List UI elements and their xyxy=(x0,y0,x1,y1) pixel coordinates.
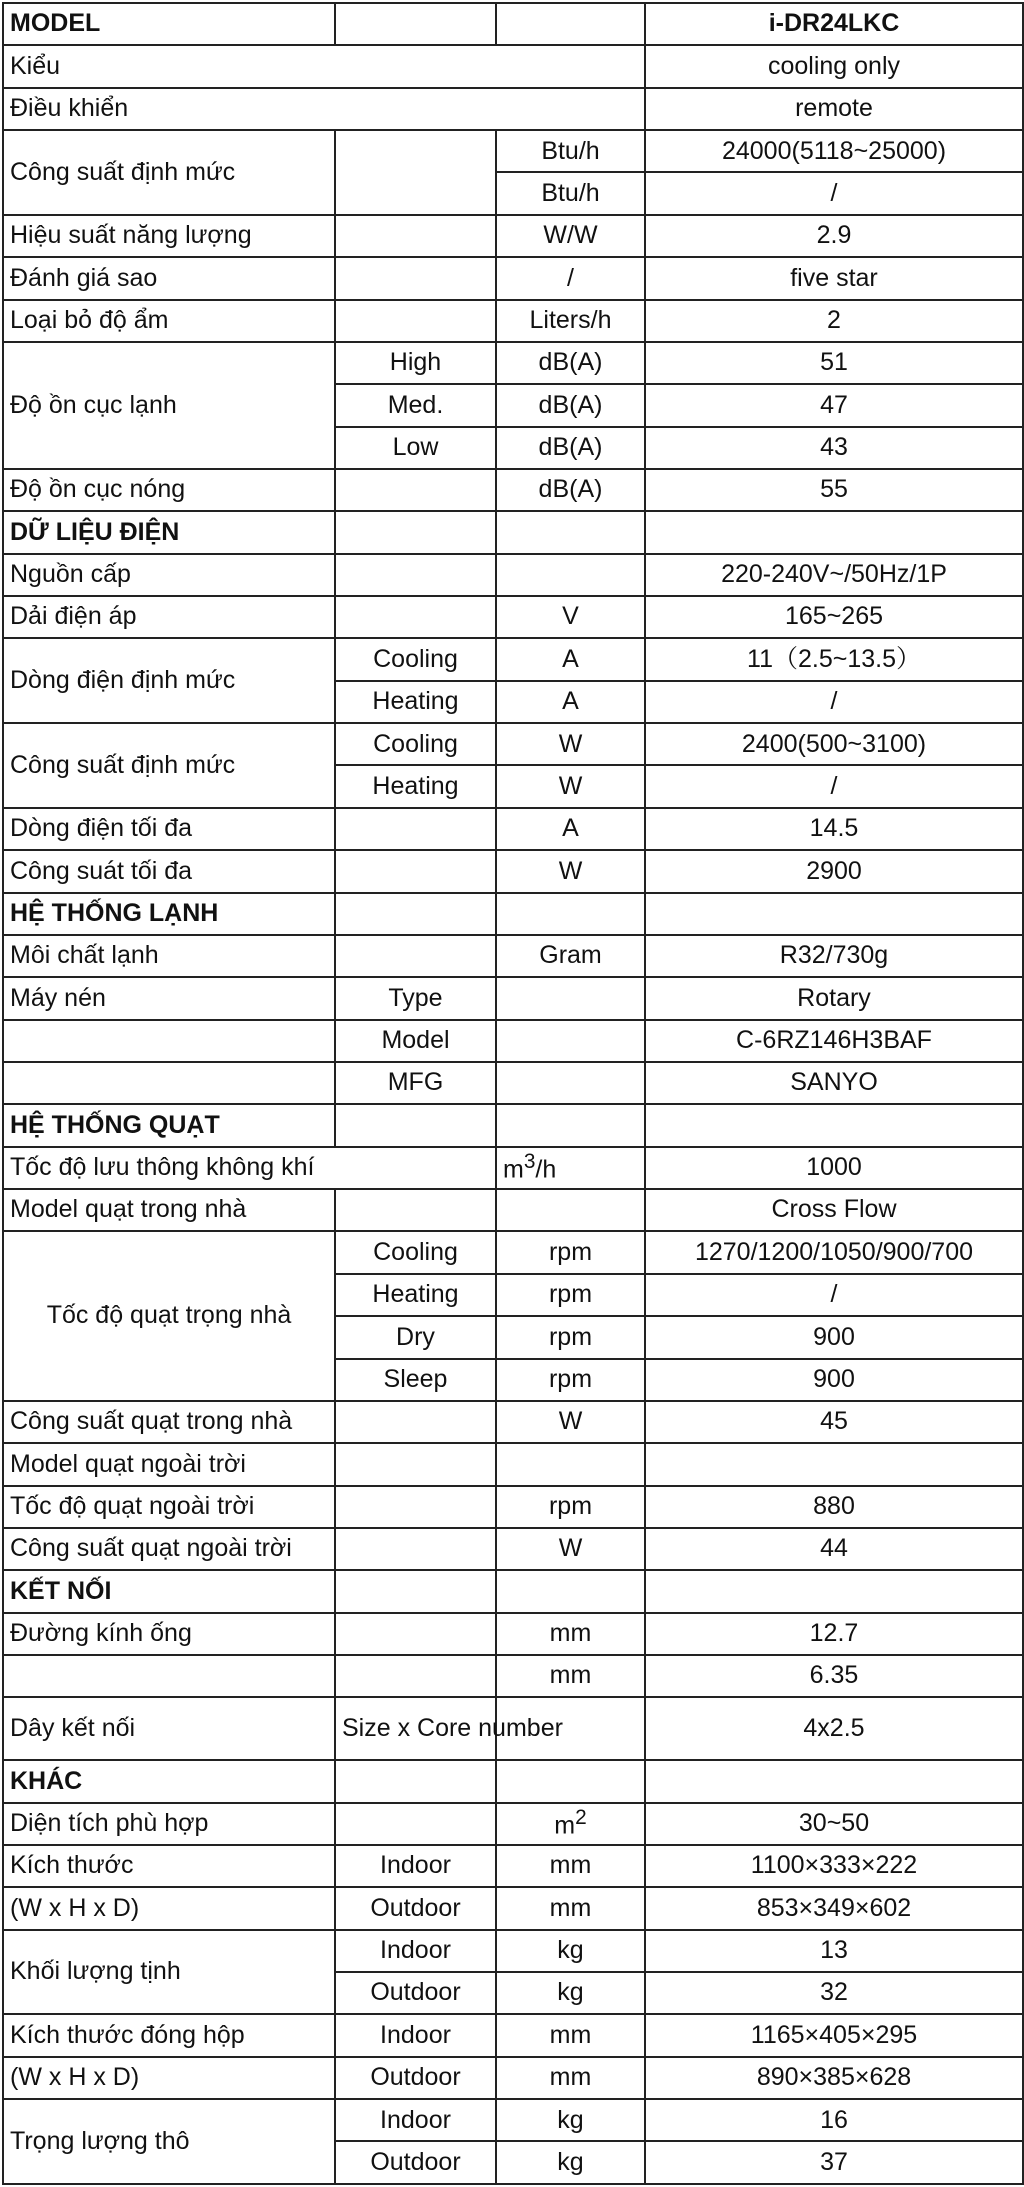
spec-row xyxy=(3,1528,1023,1570)
spec-row xyxy=(3,1443,1023,1485)
empty-cell xyxy=(335,300,496,342)
spec-row xyxy=(3,977,1023,1019)
spec-row xyxy=(3,723,1023,765)
mode-cell: Cooling xyxy=(335,1231,496,1273)
power-supply-label: Nguồn cấp xyxy=(3,554,335,596)
empty-cell xyxy=(496,1189,645,1231)
gross-weight-label: Trọng lượng thô xyxy=(3,2099,335,2184)
side-cell: Indoor xyxy=(335,2014,496,2056)
pipe-value: 6.35 xyxy=(645,1655,1023,1697)
star-unit: / xyxy=(496,257,645,299)
spec-row xyxy=(3,1803,1023,1845)
unit-cell: mm xyxy=(496,2057,645,2099)
outdoor-fan-speed-label: Tốc độ quạt ngoài trời xyxy=(3,1486,335,1528)
outdoor-fan-speed-unit: rpm xyxy=(496,1486,645,1528)
spec-row xyxy=(3,300,1023,342)
empty-cell xyxy=(335,1443,496,1485)
compressor-key: Model xyxy=(335,1020,496,1062)
spec-row xyxy=(3,469,1023,511)
section-heading: KẾT NỐI xyxy=(3,1570,335,1612)
capacity-unit: Btu/h xyxy=(496,130,645,172)
spec-row xyxy=(3,1486,1023,1528)
empty-cell xyxy=(645,1570,1023,1612)
max-power-label: Công suát tối đa xyxy=(3,850,335,892)
spec-row xyxy=(3,1845,1023,1887)
area-unit-exponent: 2 xyxy=(575,1806,587,1830)
empty-cell xyxy=(335,1613,496,1655)
compressor-value: Rotary xyxy=(645,977,1023,1019)
mode-cell: Heating xyxy=(335,1274,496,1316)
side-cell: Indoor xyxy=(335,1845,496,1887)
noise-unit: dB(A) xyxy=(496,342,645,384)
unit-cell: mm xyxy=(496,1887,645,1929)
empty-cell xyxy=(496,3,645,45)
refrigerant-unit: Gram xyxy=(496,935,645,977)
area-label: Diện tích phù hợp xyxy=(3,1803,335,1845)
empty-cell xyxy=(645,1760,1023,1802)
voltage-range-value: 165~265 xyxy=(645,596,1023,638)
refrigerant-value: R32/730g xyxy=(645,935,1023,977)
model-row xyxy=(3,3,1023,45)
mode-cell: Dry xyxy=(335,1316,496,1358)
unit-cell: kg xyxy=(496,1930,645,1972)
rated-current-label: Dòng điện định mức xyxy=(3,638,335,723)
value-cell: 1100×333×222 xyxy=(645,1845,1023,1887)
noise-outdoor-value: 55 xyxy=(645,469,1023,511)
noise-indoor-label: Độ ồn cục lạnh xyxy=(3,342,335,469)
value-cell: 11（2.5~13.5） xyxy=(645,638,1023,680)
airflow-unit-tail: /h xyxy=(535,1155,557,1184)
value-cell: 37 xyxy=(645,2141,1023,2184)
empty-cell xyxy=(496,1104,645,1146)
airflow-unit-exponent: 3 xyxy=(523,1150,536,1174)
spec-row xyxy=(3,638,1023,680)
unit-cell: kg xyxy=(496,1972,645,2014)
spec-row xyxy=(3,1401,1023,1443)
pipe-unit: mm xyxy=(496,1655,645,1697)
max-power-value: 2900 xyxy=(645,850,1023,892)
capacity-value: 24000(5118~25000) xyxy=(645,130,1023,172)
empty-cell xyxy=(335,1189,496,1231)
star-value: five star xyxy=(645,257,1023,299)
empty-cell xyxy=(335,215,496,257)
section-row xyxy=(3,1570,1023,1612)
area-unit xyxy=(496,1803,645,1845)
empty-cell xyxy=(335,1528,496,1570)
indoor-fan-power-label: Công suất quạt trong nhà xyxy=(3,1401,335,1443)
efficiency-unit: W/W xyxy=(496,215,645,257)
empty-cell xyxy=(496,511,645,553)
efficiency-label: Hiệu suất năng lượng xyxy=(3,215,335,257)
spec-row xyxy=(3,2014,1023,2056)
unit-cell: W xyxy=(496,723,645,765)
area-unit-base: m xyxy=(554,1811,576,1840)
net-weight-label: Khối lượng tịnh xyxy=(3,1930,335,2015)
spec-row xyxy=(3,554,1023,596)
unit-cell: mm xyxy=(496,2014,645,2056)
spec-row xyxy=(3,1231,1023,1273)
noise-level: High xyxy=(335,342,496,384)
capacity-unit: Btu/h xyxy=(496,172,645,214)
empty-cell xyxy=(335,850,496,892)
spec-row xyxy=(3,1697,1023,1760)
unit-cell: mm xyxy=(496,1845,645,1887)
value-cell: 890×385×628 xyxy=(645,2057,1023,2099)
empty-cell xyxy=(335,3,496,45)
spec-row xyxy=(3,342,1023,384)
spec-row xyxy=(3,257,1023,299)
star-label: Đánh giá sao xyxy=(3,257,335,299)
side-cell: Indoor xyxy=(335,2099,496,2141)
noise-level: Med. xyxy=(335,384,496,426)
spec-row xyxy=(3,1655,1023,1697)
dimensions-label: Kích thước xyxy=(3,1845,335,1887)
power-supply-value: 220-240V~/50Hz/1P xyxy=(645,554,1023,596)
noise-outdoor-unit: dB(A) xyxy=(496,469,645,511)
mode-cell: Cooling xyxy=(335,723,496,765)
unit-cell: kg xyxy=(496,2141,645,2184)
value-cell: / xyxy=(645,765,1023,807)
spec-row xyxy=(3,45,1023,87)
spec-table xyxy=(2,2,1024,2185)
section-heading: HỆ THỐNG QUẠT xyxy=(3,1104,335,1146)
empty-cell xyxy=(3,1655,335,1697)
empty-cell xyxy=(335,808,496,850)
spec-row xyxy=(3,808,1023,850)
max-current-unit: A xyxy=(496,808,645,850)
empty-cell xyxy=(335,1760,496,1802)
cable-label: Dây kết nối xyxy=(3,1697,335,1760)
outdoor-fan-model-label: Model quạt ngoài trời xyxy=(3,1443,335,1485)
unit-cell: rpm xyxy=(496,1231,645,1273)
empty-cell xyxy=(335,1104,496,1146)
section-row xyxy=(3,511,1023,553)
outdoor-fan-speed-value: 880 xyxy=(645,1486,1023,1528)
spec-row xyxy=(3,1020,1023,1062)
compressor-value: SANYO xyxy=(645,1062,1023,1104)
empty-cell xyxy=(496,893,645,935)
noise-unit: dB(A) xyxy=(496,427,645,469)
mode-cell: Cooling xyxy=(335,638,496,680)
capacity-value: / xyxy=(645,172,1023,214)
noise-value: 43 xyxy=(645,427,1023,469)
noise-value: 47 xyxy=(645,384,1023,426)
indoor-fan-model-value: Cross Flow xyxy=(645,1189,1023,1231)
empty-cell xyxy=(335,469,496,511)
unit-cell: rpm xyxy=(496,1274,645,1316)
spec-row xyxy=(3,1147,1023,1189)
indoor-fan-power-value: 45 xyxy=(645,1401,1023,1443)
voltage-range-label: Dải điện áp xyxy=(3,596,335,638)
airflow-unit xyxy=(496,1147,645,1189)
noise-outdoor-label: Độ ồn cục nóng xyxy=(3,469,335,511)
pipe-diameter-label: Đường kính ống xyxy=(3,1613,335,1655)
section-heading: KHÁC xyxy=(3,1760,335,1802)
value-cell: 900 xyxy=(645,1359,1023,1401)
max-current-value: 14.5 xyxy=(645,808,1023,850)
empty-cell xyxy=(335,511,496,553)
mode-cell: Heating xyxy=(335,765,496,807)
spec-row xyxy=(3,215,1023,257)
empty-cell xyxy=(496,977,645,1019)
outdoor-fan-power-unit: W xyxy=(496,1528,645,1570)
model-value: i-DR24LKC xyxy=(645,3,1023,45)
capacity-label: Công suất định mức xyxy=(3,130,335,215)
noise-level: Low xyxy=(335,427,496,469)
empty-cell xyxy=(496,1062,645,1104)
unit-cell: kg xyxy=(496,2099,645,2141)
packed-dimensions-sublabel: (W x H x D) xyxy=(3,2057,335,2099)
model-label: MODEL xyxy=(3,3,335,45)
max-power-unit: W xyxy=(496,850,645,892)
section-row xyxy=(3,1760,1023,1802)
empty-cell xyxy=(335,935,496,977)
spec-row xyxy=(3,1189,1023,1231)
noise-value: 51 xyxy=(645,342,1023,384)
empty-cell xyxy=(335,1570,496,1612)
empty-cell xyxy=(496,1570,645,1612)
value-cell: 2400(500~3100) xyxy=(645,723,1023,765)
compressor-value: C-6RZ146H3BAF xyxy=(645,1020,1023,1062)
spec-row xyxy=(3,935,1023,977)
spec-row xyxy=(3,2099,1023,2141)
compressor-label: Máy nén xyxy=(3,977,335,1019)
value-cell: 900 xyxy=(645,1316,1023,1358)
side-cell: Outdoor xyxy=(335,1972,496,2014)
empty-cell xyxy=(335,1803,496,1845)
rated-power-label: Công suất định mức xyxy=(3,723,335,808)
spec-row xyxy=(3,1062,1023,1104)
side-cell: Outdoor xyxy=(335,2141,496,2184)
indoor-fan-speed-label: Tốc độ quạt trọng nhà xyxy=(3,1231,335,1400)
section-row xyxy=(3,1104,1023,1146)
side-cell: Outdoor xyxy=(335,1887,496,1929)
value-cell: 32 xyxy=(645,1972,1023,2014)
section-heading: HỆ THỐNG LẠNH xyxy=(3,893,335,935)
empty-cell xyxy=(645,511,1023,553)
max-current-label: Dòng điện tối đa xyxy=(3,808,335,850)
empty-cell xyxy=(335,257,496,299)
spec-row xyxy=(3,88,1023,130)
type-value: cooling only xyxy=(645,45,1023,87)
spec-row xyxy=(3,850,1023,892)
mode-cell: Heating xyxy=(335,681,496,723)
empty-cell xyxy=(496,1020,645,1062)
packed-dimensions-label: Kích thước đóng hộp xyxy=(3,2014,335,2056)
value-cell: 853×349×602 xyxy=(645,1887,1023,1929)
value-cell: / xyxy=(645,1274,1023,1316)
empty-cell xyxy=(335,1401,496,1443)
compressor-key: MFG xyxy=(335,1062,496,1104)
empty-cell xyxy=(335,1655,496,1697)
unit-cell: W xyxy=(496,765,645,807)
value-cell: 1165×405×295 xyxy=(645,2014,1023,2056)
spec-row xyxy=(3,1613,1023,1655)
unit-cell: rpm xyxy=(496,1316,645,1358)
empty-cell xyxy=(335,554,496,596)
dimensions-sublabel: (W x H x D) xyxy=(3,1887,335,1929)
dehumid-unit: Liters/h xyxy=(496,300,645,342)
airflow-label: Tốc độ lưu thông không khí xyxy=(3,1147,496,1189)
spec-row xyxy=(3,596,1023,638)
compressor-key: Type xyxy=(335,977,496,1019)
pipe-value: 12.7 xyxy=(645,1613,1023,1655)
empty-cell xyxy=(3,1020,335,1062)
empty-cell xyxy=(335,596,496,638)
empty-cell xyxy=(335,130,496,215)
indoor-fan-power-unit: W xyxy=(496,1401,645,1443)
outdoor-fan-power-label: Công suất quạt ngoài trời xyxy=(3,1528,335,1570)
empty-cell xyxy=(645,1443,1023,1485)
control-value: remote xyxy=(645,88,1023,130)
mode-cell: Sleep xyxy=(335,1359,496,1401)
cable-value: 4x2.5 xyxy=(645,1697,1023,1760)
empty-cell xyxy=(645,1104,1023,1146)
spec-row xyxy=(3,2057,1023,2099)
value-cell: 13 xyxy=(645,1930,1023,1972)
empty-cell xyxy=(496,1760,645,1802)
unit-cell: rpm xyxy=(496,1359,645,1401)
value-cell: / xyxy=(645,681,1023,723)
empty-cell xyxy=(335,893,496,935)
airflow-unit-base: m xyxy=(503,1155,524,1184)
area-value: 30~50 xyxy=(645,1803,1023,1845)
voltage-range-unit: V xyxy=(496,596,645,638)
cable-sub: Size x Core number xyxy=(335,1697,496,1760)
side-cell: Outdoor xyxy=(335,2057,496,2099)
control-label: Điều khiển xyxy=(3,88,645,130)
noise-unit: dB(A) xyxy=(496,384,645,426)
empty-cell xyxy=(645,893,1023,935)
spec-row xyxy=(3,1930,1023,1972)
empty-cell xyxy=(335,1486,496,1528)
empty-cell xyxy=(496,1443,645,1485)
unit-cell: A xyxy=(496,681,645,723)
side-cell: Indoor xyxy=(335,1930,496,1972)
spec-row xyxy=(3,1887,1023,1929)
dehumid-value: 2 xyxy=(645,300,1023,342)
pipe-unit: mm xyxy=(496,1613,645,1655)
type-label: Kiểu xyxy=(3,45,645,87)
outdoor-fan-power-value: 44 xyxy=(645,1528,1023,1570)
efficiency-value: 2.9 xyxy=(645,215,1023,257)
airflow-value: 1000 xyxy=(645,1147,1023,1189)
section-heading: DỮ LIỆU ĐIỆN xyxy=(3,511,335,553)
indoor-fan-model-label: Model quạt trong nhà xyxy=(3,1189,335,1231)
dehumid-label: Loại bỏ độ ẩm xyxy=(3,300,335,342)
section-row xyxy=(3,893,1023,935)
empty-cell xyxy=(496,554,645,596)
refrigerant-label: Môi chất lạnh xyxy=(3,935,335,977)
value-cell: 1270/1200/1050/900/700 xyxy=(645,1231,1023,1273)
value-cell: 16 xyxy=(645,2099,1023,2141)
spec-row xyxy=(3,130,1023,172)
unit-cell: A xyxy=(496,638,645,680)
empty-cell xyxy=(3,1062,335,1104)
